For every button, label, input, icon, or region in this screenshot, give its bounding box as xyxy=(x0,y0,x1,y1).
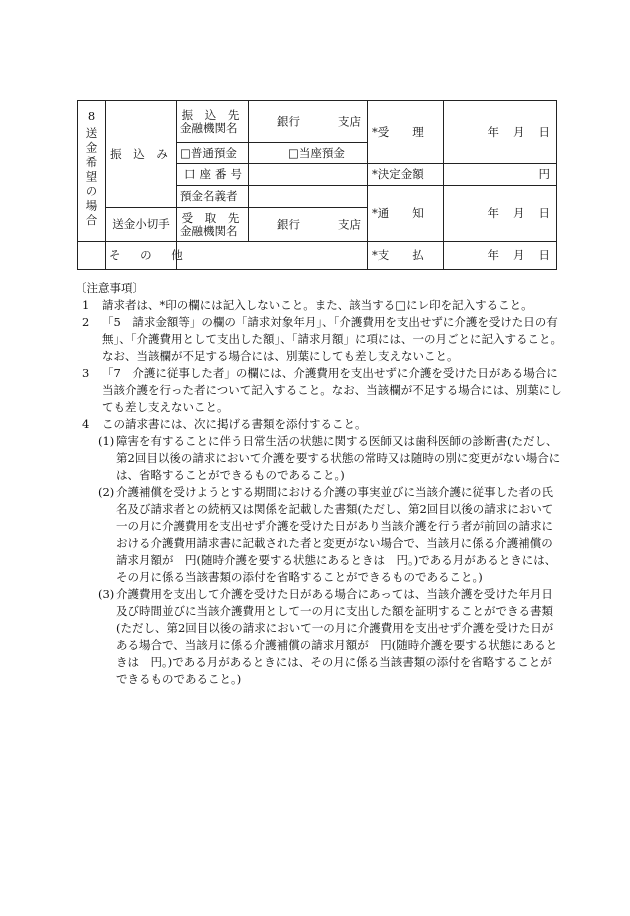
section-header xyxy=(78,101,106,242)
bank-label-line2: 金融機関名 xyxy=(180,120,238,135)
recv-branch-unit: 支店 xyxy=(338,217,361,231)
recv-label-line2: 金融機関名 xyxy=(180,223,238,238)
notes-heading: 〔注意事項〕 xyxy=(75,281,144,295)
recv-label-line1: 受 取 先 xyxy=(181,210,244,225)
tsuchi-label: *通 知 xyxy=(368,186,444,242)
note-item: 3 「7 介護に従事した者」の欄には、介護費用を支出せずに介護を受けた日がある場合に当該介護を行った者について記入すること。なお、当該欄が不足する場合には、別葉にしても差し支えないこと。 xyxy=(82,366,562,414)
recv-bank-unit: 銀行 xyxy=(277,217,300,231)
juri-date[interactable]: 年 月 日 xyxy=(444,101,557,164)
shiharai-date[interactable]: 年 月 日 xyxy=(444,242,557,270)
kettei-amount[interactable]: 円 xyxy=(444,164,557,186)
recv-bank-field[interactable] xyxy=(249,208,368,242)
kettei-label: *決定金額 xyxy=(368,164,444,186)
account-number-field[interactable] xyxy=(249,164,368,186)
section-number: 8 xyxy=(87,109,96,124)
other-label: そ の 他 xyxy=(106,242,177,270)
notes-section xyxy=(75,280,563,688)
kogitte-label: 送金小切手 xyxy=(106,208,177,242)
account-name-label: 預金名義者 xyxy=(177,186,249,208)
account-name-field[interactable] xyxy=(249,186,368,208)
section-header-bottom xyxy=(78,242,106,270)
bank-unit: 銀行 xyxy=(277,114,300,128)
note-item: 2 「5 請求金額等」の欄の「請求対象年月」、「介護費用を支出せずに介護を受けた日の有無」、「介護費用として支出した額」、「請求月額」に項には、一の月ごとに記入すること。なお、当該欄が不足する場合には、別葉にしても差し支えないこと。 xyxy=(82,315,562,363)
bank-label-line1: 振 込 先 xyxy=(181,107,244,122)
section-title: 送金希望の場合 xyxy=(84,127,99,229)
note-subitem: (3) 介護費用を支出して介護を受けた日がある場合にあっては、当該介護を受けた年月日及び時間並びに当該介護費用として一の月に支出した額を証明することができる書類(ただし、第2回目以後の請求において一の月に介護費用を支出せず介護を受けた日がある場合で、当該月に係る介護補償の請求月額が 円(随時介護を要する状態にあるときは 円。)である月があるときには、その月に係る当該書類の添付を省略することができるものであること。) xyxy=(98,587,558,686)
other-field[interactable] xyxy=(177,242,368,270)
checkbox-toza[interactable]: □当座預金 xyxy=(249,143,368,164)
note-subitem: (2) 介護補償を受けようとする期間における介護の事実並びに当該介護に従事した者の氏名及び請求者との続柄又は関係を記載した書類(ただし、第2回目以後の請求において一の月に介護費用を支出せず介護を受けた日があり当該介護を行う者が前回の請求における介護費用請求書に記載された者と変更がない場合で、当該月に係る介護補償の請求月額が 円(随時介護を要する状態にあるときは 円。)である月があるときには、その月に係る当該書類の添付を省略することができるものであること。) xyxy=(98,485,557,584)
recv-label-cell xyxy=(177,208,249,242)
note-item: 1 請求者は、*印の欄には記入しないこと。また、該当する□にレ印を記入すること。 xyxy=(82,298,533,312)
bank-label-cell xyxy=(177,101,249,143)
bank-name-field[interactable] xyxy=(249,101,368,143)
tsuchi-date[interactable]: 年 月 日 xyxy=(444,186,557,242)
juri-label: *受 理 xyxy=(368,101,444,164)
remittance-table xyxy=(77,100,557,270)
note-item: 4 この請求書には、次に掲げる書類を添付すること。 xyxy=(82,417,367,431)
account-number-label: 口座番号 xyxy=(177,164,249,186)
checkbox-futsu[interactable]: □普通預金 xyxy=(177,143,249,164)
note-subitem: (1) 障害を有することに伴う日常生活の状態に関する医師又は歯科医師の診断書(ただし、第2回目以後の請求において介護を要する状態の常時又は随時の別に変更がない場合には、省略することができるものであること。) xyxy=(98,434,561,482)
branch-unit: 支店 xyxy=(338,114,361,128)
furikomi-label: 振 込 み xyxy=(106,101,177,208)
shiharai-label: *支 払 xyxy=(368,242,444,270)
